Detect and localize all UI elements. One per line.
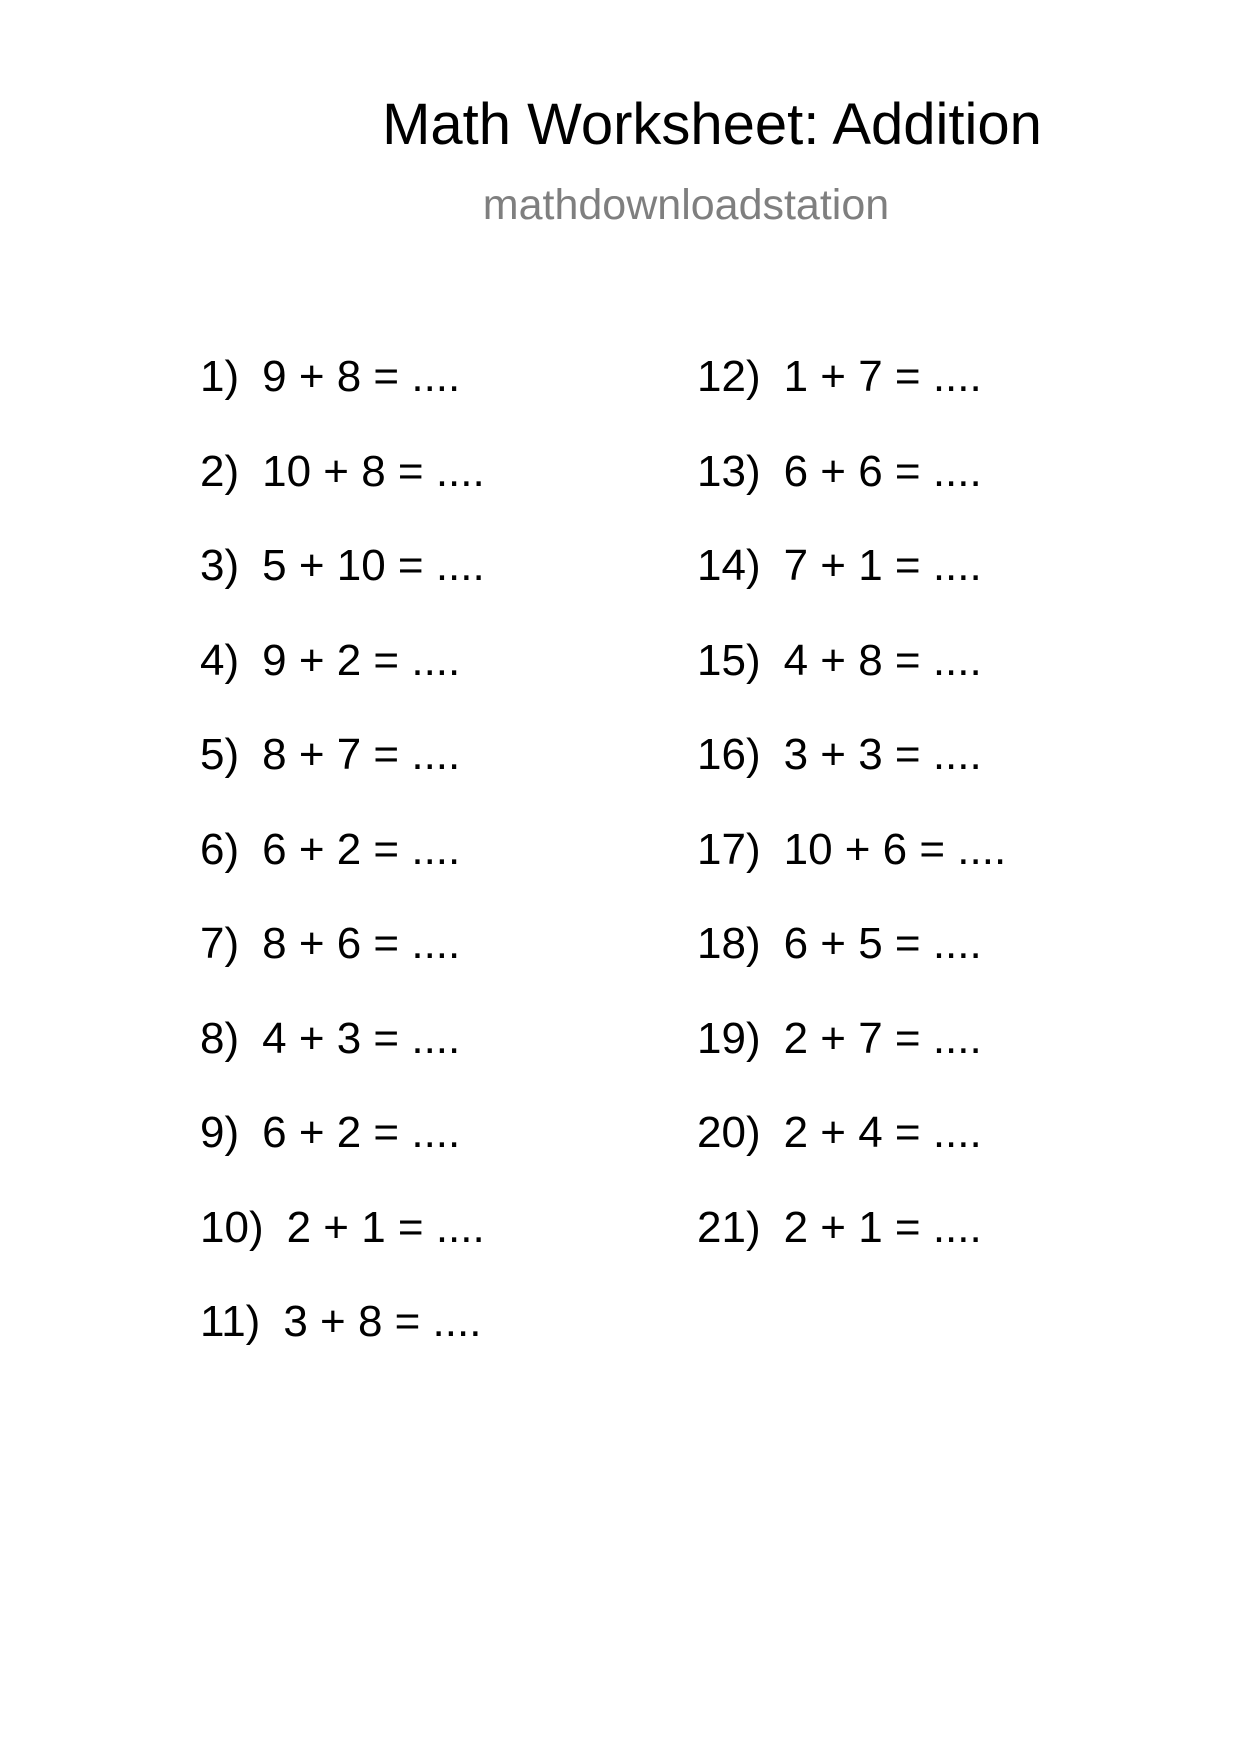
problem-item [200,730,461,779]
problem-item [697,541,982,590]
problem-item [697,919,982,968]
problem-item [697,730,982,779]
problem-item [200,824,461,874]
problem-expression: 2 + 1 = .... [286,1202,485,1252]
problem-number: 20) [697,1108,761,1157]
problem-item [200,1013,461,1063]
problem-item [697,446,982,496]
problem-number: 12) [697,352,761,401]
problem-expression: 5 + 10 = .... [262,541,485,590]
problem-number: 4) [200,635,240,685]
problem-number: 16) [697,730,761,779]
problem-item [200,1297,482,1346]
problem-expression: 3 + 8 = .... [283,1297,482,1346]
problem-expression: 2 + 4 = .... [783,1108,982,1157]
problem-number: 17) [697,824,761,874]
problem-expression: 3 + 3 = .... [783,730,982,779]
problem-expression: 7 + 1 = .... [783,541,982,590]
problem-expression: 2 + 1 = .... [783,1202,982,1252]
problem-expression: 9 + 2 = .... [262,635,461,685]
problem-number: 21) [697,1202,761,1252]
problem-expression: 9 + 8 = .... [262,352,461,401]
problem-number: 6) [200,824,240,874]
problem-number: 11) [200,1297,261,1346]
problem-expression: 10 + 6 = .... [783,824,1007,874]
problem-item [200,635,461,685]
problem-item [697,1202,982,1252]
problem-number: 14) [697,541,761,590]
problem-number: 2) [200,446,240,496]
problem-item [697,1108,982,1157]
problem-expression: 8 + 7 = .... [262,730,461,779]
problem-expression: 1 + 7 = .... [783,352,982,401]
problem-number: 13) [697,446,761,496]
problem-number: 8) [200,1013,240,1063]
problem-item [697,635,982,685]
problem-expression: 4 + 8 = .... [783,635,982,685]
problem-expression: 6 + 6 = .... [783,446,982,496]
problem-number: 9) [200,1108,240,1157]
problem-item [200,1108,461,1157]
problem-item [697,1013,982,1063]
problem-expression: 10 + 8 = .... [262,446,485,496]
problem-number: 19) [697,1013,761,1063]
problem-expression: 6 + 2 = .... [262,1108,461,1157]
worksheet-subtitle: mathdownloadstation [482,181,890,229]
problem-number: 7) [200,919,240,968]
problem-expression: 4 + 3 = .... [262,1013,461,1063]
problem-item [200,352,461,401]
problem-item [200,1202,485,1252]
problem-expression: 2 + 7 = .... [783,1013,982,1063]
problem-item [697,352,982,401]
problem-item [200,541,485,590]
problem-expression: 8 + 6 = .... [262,919,461,968]
problem-item [200,919,461,968]
problem-number: 3) [200,541,240,590]
problem-number: 15) [697,635,761,685]
problem-expression: 6 + 2 = .... [262,824,461,874]
worksheet-title: Math Worksheet: Addition [382,92,1042,157]
problem-item [697,824,1007,874]
problem-number: 1) [200,352,240,401]
problem-number: 18) [697,919,761,968]
problem-expression: 6 + 5 = .... [783,919,982,968]
problem-number: 5) [200,730,240,779]
problem-item [200,446,485,496]
problem-number: 10) [200,1202,264,1252]
